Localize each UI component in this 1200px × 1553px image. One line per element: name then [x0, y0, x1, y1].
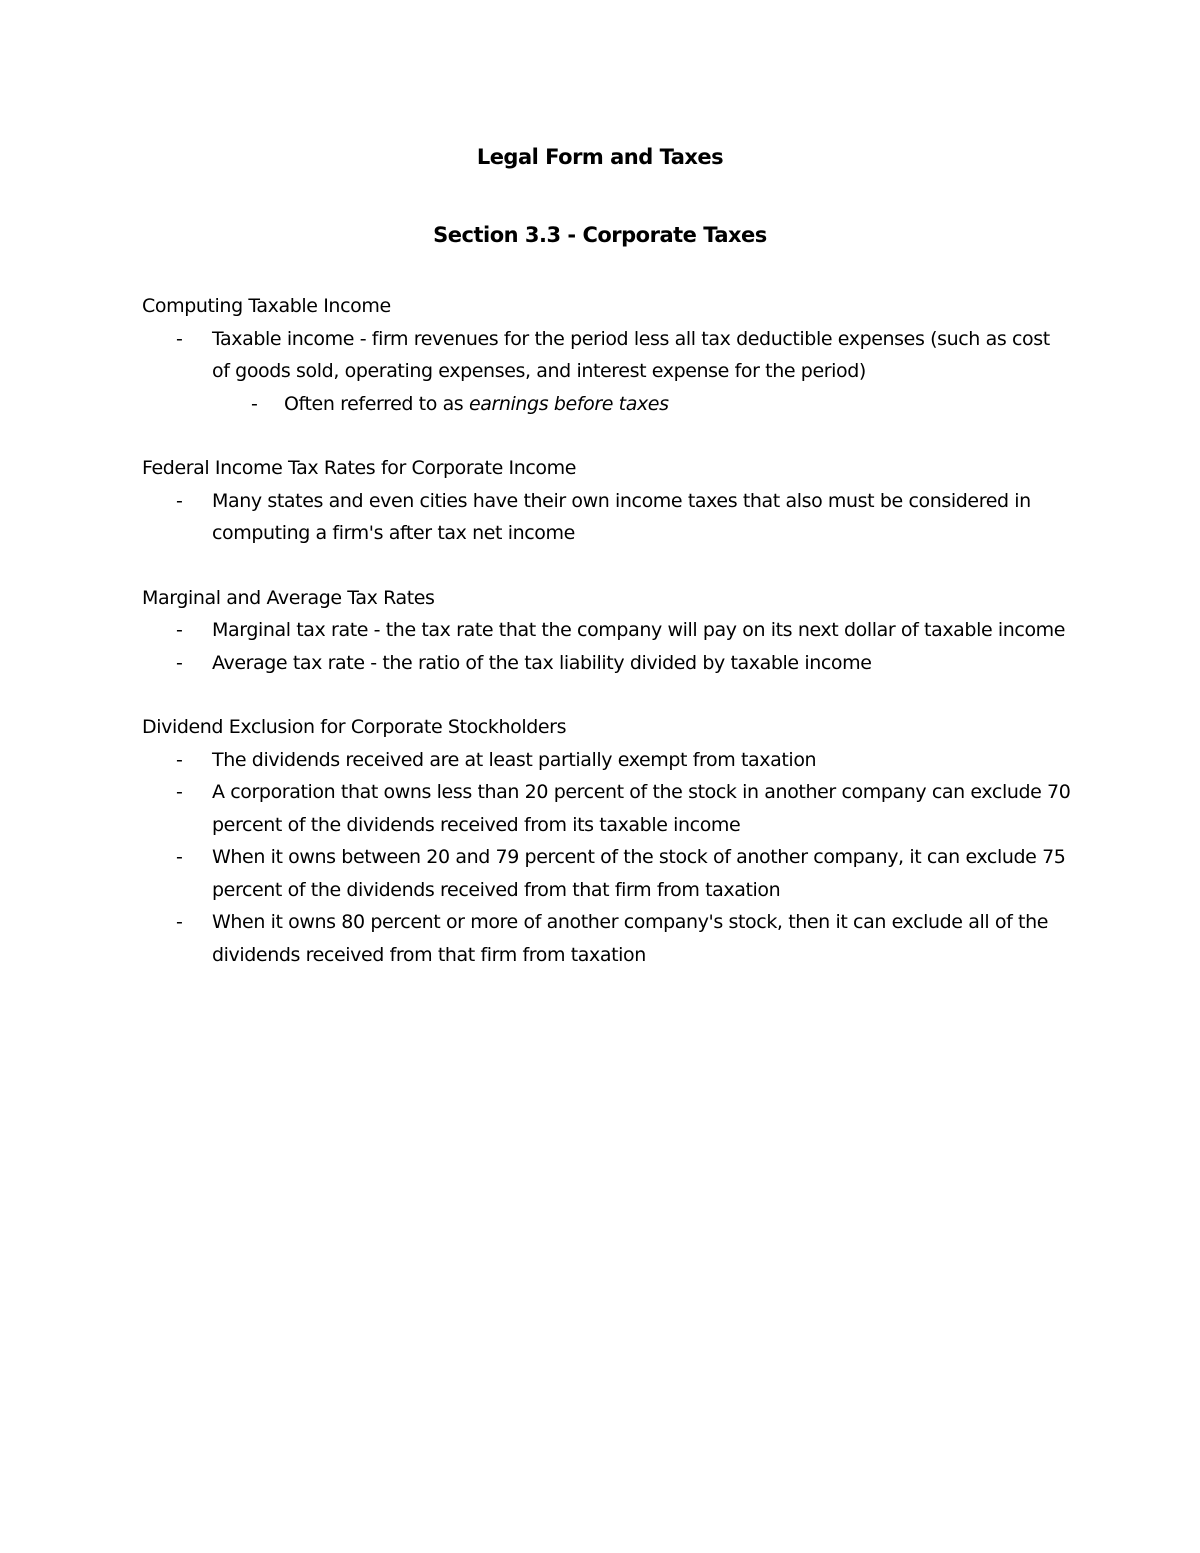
document-title: Legal Form and Taxes	[476, 145, 724, 169]
bullet-dash: -	[251, 392, 258, 415]
list-item-text: The dividends received are at least partially exempt from taxation	[212, 748, 817, 771]
bullet-dash: -	[176, 489, 183, 512]
section-marginal-average-tax-rates	[142, 582, 1072, 680]
list-item-text: Marginal tax rate - the tax rate that the company will pay on its next dollar of taxable income	[212, 619, 1066, 641]
list-item-text: Average tax rate - the ratio of the tax liability divided by taxable income	[212, 651, 872, 674]
section-title: Section 3.3 - Corporate Taxes	[433, 223, 767, 247]
list-item	[142, 614, 1072, 647]
section-heading: Computing Taxable Income	[142, 295, 391, 317]
bullet-list	[142, 614, 1072, 679]
list-item	[142, 323, 1072, 421]
section-heading: Dividend Exclusion for Corporate Stockholders	[142, 716, 567, 738]
list-item	[142, 647, 1072, 680]
section-heading: Federal Income Tax Rates for Corporate Income	[142, 457, 577, 479]
sub-bullet-list	[212, 388, 1072, 421]
sub-list-item	[212, 388, 1072, 421]
bullet-list	[142, 323, 1072, 421]
document-body	[142, 290, 1072, 1003]
bullet-list	[142, 485, 1072, 550]
list-item	[142, 841, 1072, 906]
list-item-text: When it owns 80 percent or more of another company's stock, then it can exclude all of the dividends received from that firm from taxation	[212, 911, 1048, 966]
bullet-dash: -	[176, 846, 183, 868]
list-item	[142, 906, 1072, 971]
list-item-text: Taxable income - firm revenues for the period less all tax deductible expenses (such as cost of goods sold, operating expenses, and interest expense for the period)	[212, 327, 1050, 382]
section-federal-income-tax-rates	[142, 452, 1072, 550]
bullet-list	[142, 744, 1072, 972]
bullet-dash: -	[176, 619, 183, 641]
bullet-dash: -	[176, 781, 183, 803]
section-computing-taxable-income	[142, 290, 1072, 420]
section-heading: Marginal and Average Tax Rates	[142, 586, 435, 609]
bullet-dash: -	[176, 651, 183, 674]
bullet-dash: -	[176, 748, 183, 771]
list-item-text: A corporation that owns less than 20 percent of the stock in another company can exclude 70 percent of the dividends received from its taxable income	[212, 781, 1071, 836]
list-item	[142, 776, 1072, 841]
list-item	[142, 744, 1072, 777]
emphasized-term: earnings before taxes	[468, 392, 669, 415]
bullet-dash: -	[176, 911, 183, 933]
sub-list-item-text: Often referred to as	[284, 392, 469, 415]
bullet-dash: -	[176, 327, 183, 350]
section-dividend-exclusion	[142, 711, 1072, 971]
list-item-text: Many states and even cities have their own income taxes that also must be considered in computing a firm's after tax net income	[212, 489, 1031, 544]
list-item-text: When it owns between 20 and 79 percent of the stock of another company, it can exclude 75 percent of the dividends received from that firm from taxation	[212, 846, 1066, 901]
list-item	[142, 485, 1072, 550]
